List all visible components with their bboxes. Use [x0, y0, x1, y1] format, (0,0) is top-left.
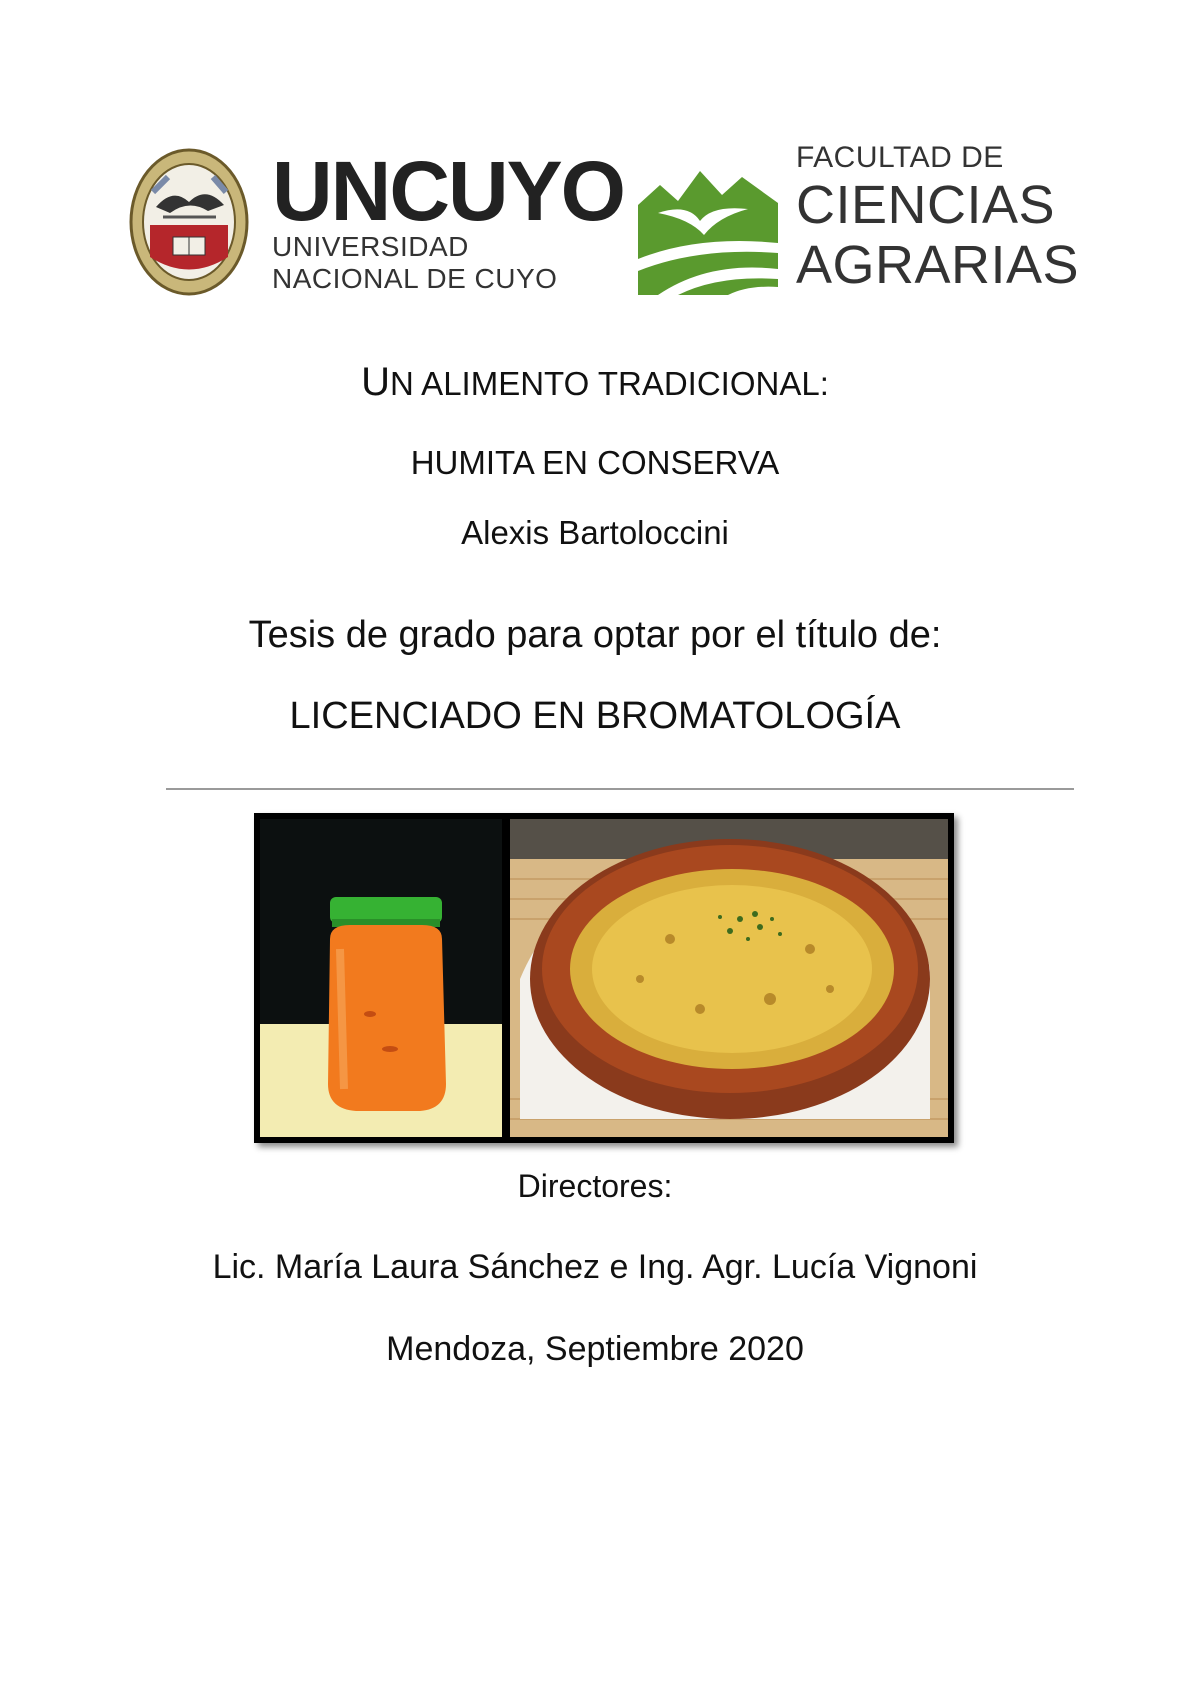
author-name: Alexis Bartoloccini — [461, 514, 729, 551]
humita-jar-photo — [260, 819, 502, 1137]
uncuyo-name: UNCUYO — [272, 144, 625, 238]
thesis-title-line-2: HUMITA EN CONSERVA — [410, 444, 780, 481]
directors-label: Directores: — [517, 1168, 673, 1204]
title-initial: U — [361, 360, 390, 404]
faculty-line-1: FACULTAD DE — [796, 141, 1004, 174]
uncuyo-line-2: NACIONAL DE CUYO — [272, 263, 558, 294]
title-rest: N ALIMENTO TRADICIONAL: — [390, 365, 829, 402]
humita-bowl-photo — [510, 819, 948, 1137]
uncuyo-seal-logo — [128, 147, 250, 297]
degree-title: LICENCIADO EN BROMATOLOGÍA — [289, 695, 901, 737]
faculty-wordmark — [796, 141, 1096, 295]
uncuyo-line-1: UNIVERSIDAD — [272, 231, 469, 262]
place-date: Mendoza, Septiembre 2020 — [386, 1330, 804, 1368]
thesis-title-line-1 — [0, 360, 1190, 405]
horizontal-divider — [166, 788, 1074, 790]
thesis-label: Tesis de grado para optar por el título de: — [248, 614, 942, 656]
uncuyo-wordmark — [272, 144, 625, 295]
cover-photos — [254, 813, 954, 1143]
cover-header — [0, 135, 1190, 305]
faculty-logo — [638, 143, 778, 295]
faculty-line-3: AGRARIAS — [796, 235, 1080, 295]
directors-names: Lic. María Laura Sánchez e Ing. Agr. Lucía Vignoni — [212, 1248, 978, 1286]
faculty-line-2: CIENCIAS — [796, 175, 1056, 235]
